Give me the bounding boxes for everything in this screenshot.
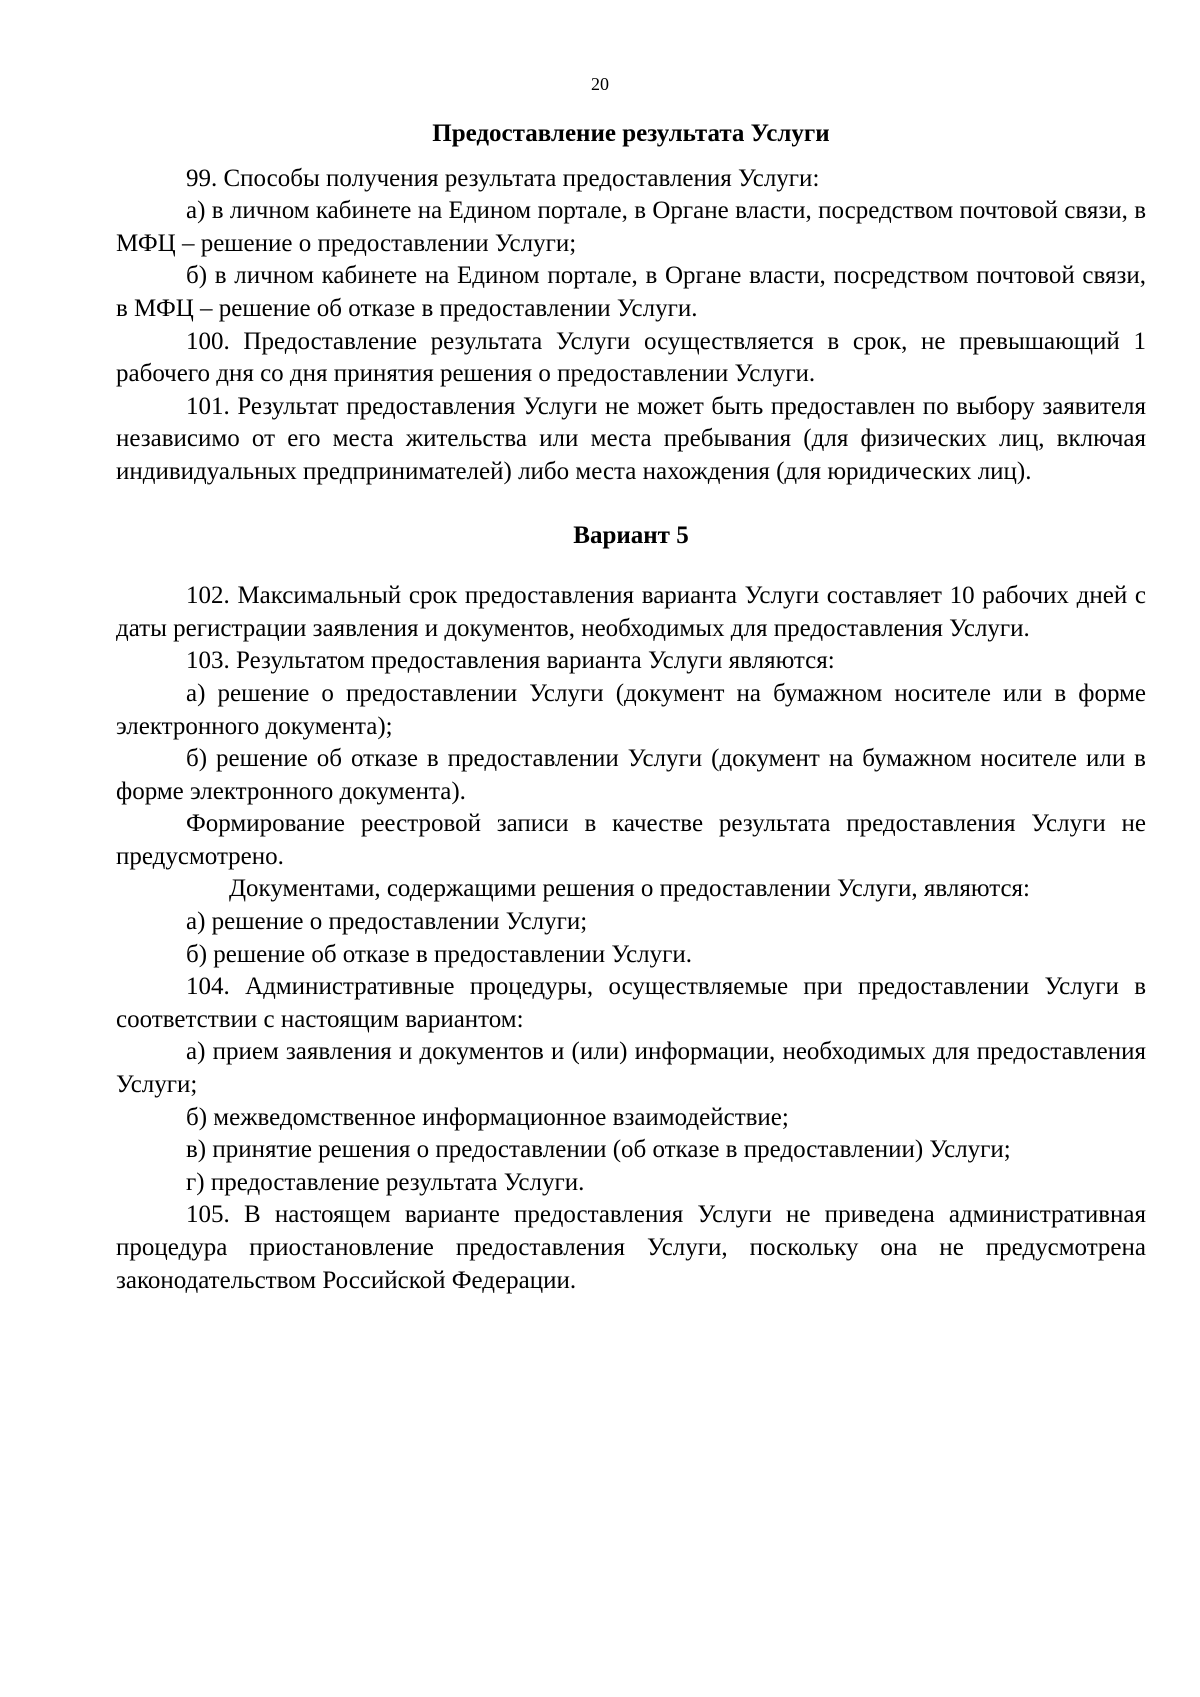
paragraph-decision-a: а) решение о предоставлении Услуги; — [186, 908, 588, 936]
paragraph-104-b: б) межведомственное информационное взаимодействие; — [186, 1103, 789, 1131]
paragraph-103: 103. Результатом предоставления варианта Услуги являются: — [186, 647, 835, 675]
paragraph-99-a: а) в личном кабинете на Едином портале, в Органе власти, посредством почтовой связи, в МФЦ – решение о предоставлении Услуги; — [116, 197, 1146, 257]
paragraph-decision-b: б) решение об отказе в предоставлении Услуги. — [186, 940, 693, 968]
page-number: 20 — [591, 74, 609, 94]
paragraph-decision-documents: Документами, содержащими решения о предоставлении Услуги, являются: — [229, 875, 1030, 903]
paragraph-104-a: а) прием заявления и документов и (или) информации, необходимых для предоставления Услуги; — [116, 1038, 1146, 1099]
paragraph-103-a: а) решение о предоставлении Услуги (документ на бумажном носителе или в форме электронного документа); — [116, 679, 1146, 740]
paragraph-105: 105. В настоящем варианте предоставления Услуги не приведена административная процедура приостановление предоставления Услуги, поскольку она не предусмотрена законодательством Российской Федерации. — [116, 1201, 1146, 1294]
paragraph-104-c: в) принятие решения о предоставлении (об отказе в предоставлении) Услуги; — [186, 1136, 1011, 1164]
document-body — [116, 118, 1146, 1297]
section-heading-variant-5: Вариант 5 — [573, 521, 689, 549]
paragraph-99-b: б) в личном кабинете на Едином портале, в Органе власти, посредством почтовой связи, в МФЦ – решение об отказе в предоставлении Услуги. — [116, 262, 1146, 322]
paragraph-100: 100. Предоставление результата Услуги осуществляется в срок, не превышающий 1 рабочего дня со дня принятия решения о предоставлении Услуги. — [116, 327, 1146, 388]
paragraph-103-b: б) решение об отказе в предоставлении Услуги (документ на бумажном носителе или в форме электронного документа). — [116, 745, 1146, 805]
paragraph-99: 99. Способы получения результата предоставления Услуги: — [186, 164, 820, 192]
paragraph-102: 102. Максимальный срок предоставления варианта Услуги составляет 10 рабочих дней с даты регистрации заявления и документов, необходимых для предоставления Услуги. — [116, 582, 1146, 642]
paragraph-101: 101. Результат предоставления Услуги не может быть предоставлен по выбору заявителя независимо от его места жительства или места пребывания (для физических лиц, включая индивидуальных предпринимателей) либо места нахождения (для юридических лиц). — [116, 392, 1146, 485]
section-heading-result: Предоставление результата Услуги — [432, 120, 830, 147]
paragraph-registry-note: Формирование реестровой записи в качестве результата предоставления Услуги не предусмотрено. — [116, 810, 1146, 870]
paragraph-104: 104. Административные процедуры, осуществляемые при предоставлении Услуги в соответствии с настоящим вариантом: — [116, 973, 1146, 1033]
paragraph-104-d: г) предоставление результата Услуги. — [186, 1168, 585, 1196]
